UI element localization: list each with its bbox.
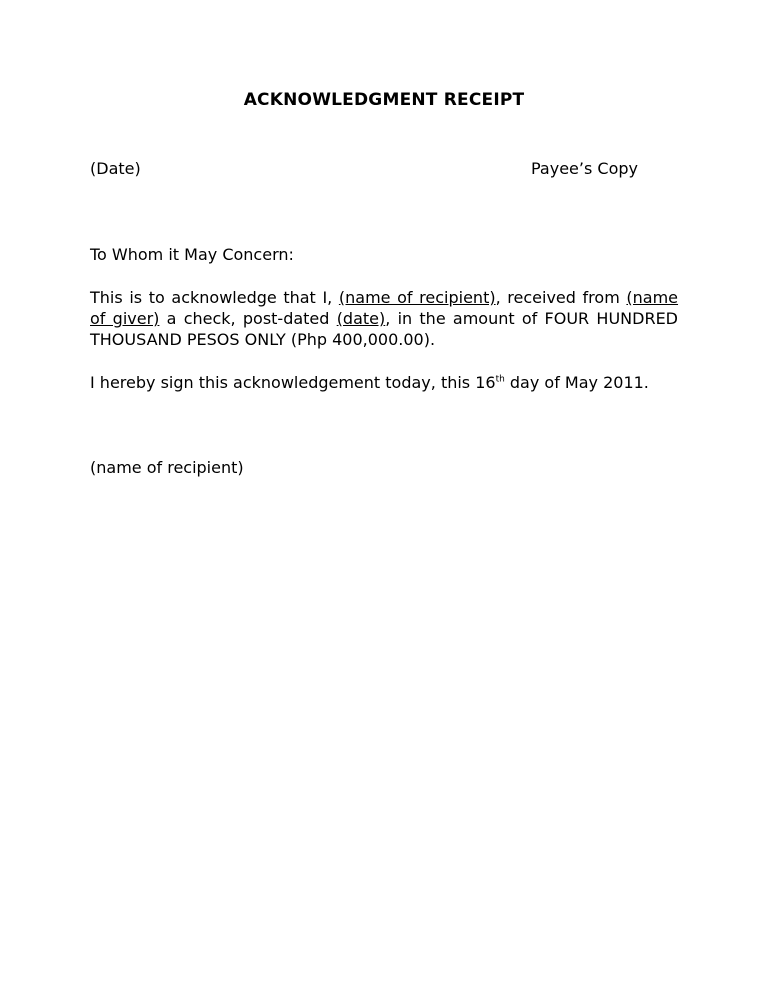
post-date-field: (date) [336,309,386,328]
salutation: To Whom it May Concern: [90,245,294,264]
acknowledgement-paragraph [90,287,678,350]
recipient-name-field: (name of recipient) [338,288,496,307]
document-title: ACKNOWLEDGMENT RECEIPT [243,90,525,110]
date-placeholder: (Date) [90,159,141,178]
paragraph-text: a check, post-dated [159,309,337,328]
paragraph-text: I hereby sign this acknowledgement today, this 16 [90,373,496,392]
paragraph-text: This is to acknowledge that I, [90,288,339,307]
ordinal-suffix: th [495,374,505,385]
copy-label: Payee’s Copy [531,159,638,178]
paragraph-text: , in the amount of FOUR HUNDRED THOUSAND PESOS ONLY (Php 400,000.00). [90,309,679,349]
signing-paragraph [90,372,678,393]
giver-name-field: (name of giver) [90,288,679,328]
paragraph-text: , received from [495,288,627,307]
signature-line: (name of recipient) [90,458,244,477]
paragraph-text: day of May 2011. [504,373,649,392]
